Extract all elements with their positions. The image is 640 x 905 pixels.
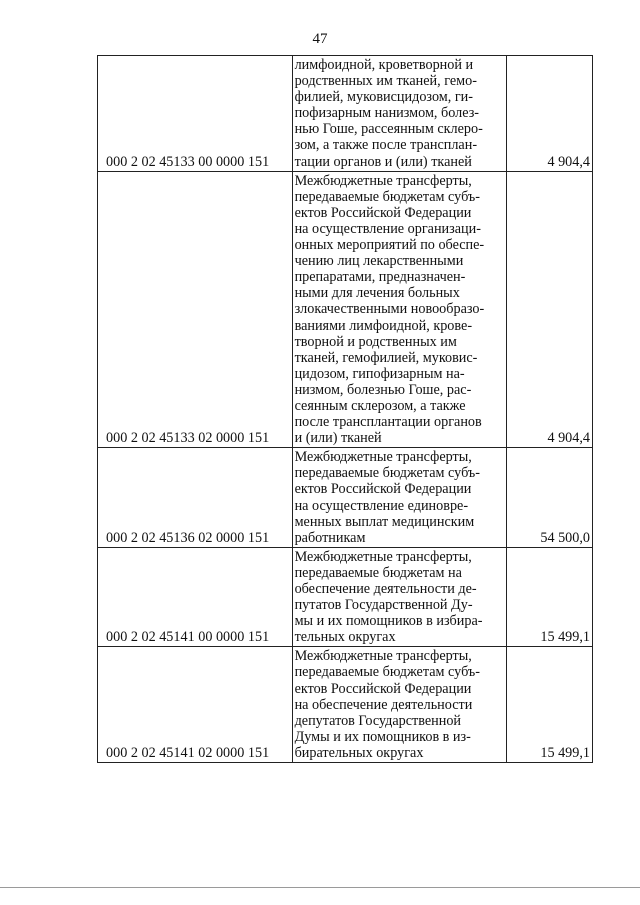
- description-cell: Межбюджетные трансферты, передаваемые бюджетам на обеспечение деятельности де- путатов Государственной Ду- мы и их помощников в избира- тельных округах: [292, 547, 507, 647]
- budget-code-cell: 000 2 02 45141 00 0000 151: [98, 547, 293, 647]
- budget-code-cell: 000 2 02 45141 02 0000 151: [98, 647, 293, 763]
- table-row: [98, 547, 593, 647]
- amount-cell: 4 904,4: [507, 56, 593, 172]
- budget-code-cell: 000 2 02 45133 00 0000 151: [98, 56, 293, 172]
- budget-table: [97, 55, 593, 763]
- page-bottom-divider: [0, 887, 640, 888]
- amount-cell: 4 904,4: [507, 171, 593, 448]
- amount-cell: 15 499,1: [507, 647, 593, 763]
- description-cell: Межбюджетные трансферты, передаваемые бюджетам субъ- ектов Российской Федерации на обеспечение деятельности депутатов Государственной Думы и их помощников в из- бирательных округах: [292, 647, 507, 763]
- table-row: [98, 56, 593, 172]
- amount-cell: 54 500,0: [507, 448, 593, 548]
- page-number: 47: [312, 31, 328, 47]
- table-row: [98, 171, 593, 448]
- budget-code-cell: 000 2 02 45136 02 0000 151: [98, 448, 293, 548]
- table-row: [98, 647, 593, 763]
- description-cell: Межбюджетные трансферты, передаваемые бюджетам субъ- ектов Российской Федерации на осуществление единовре- менных выплат медицинским работникам: [292, 448, 507, 548]
- description-cell: лимфоидной, кроветворной и родственных им тканей, гемо- филией, муковисцидозом, ги- пофизарным нанизмом, болез- нью Гоше, рассеянным склеро- зом, а также после трансплан- тации органов и (или) тканей: [292, 56, 507, 172]
- description-cell: Межбюджетные трансферты, передаваемые бюджетам субъ- ектов Российской Федерации на осуществление организаци- онных мероприятий по обеспе- чению лиц лекарственными препаратами, предназначен- ными для лечения больных злокачественными новообразо- ваниями лимфоидной, крове- творной и родственных им тканей, гемофилией, муковис- цидозом, гипофизарным на- низмом, болезнью Гоше, рас- сеянным склерозом, а также после трансплантации органов и (или) тканей: [292, 171, 507, 448]
- amount-cell: 15 499,1: [507, 547, 593, 647]
- budget-code-cell: 000 2 02 45133 02 0000 151: [98, 171, 293, 448]
- table-row: [98, 448, 593, 548]
